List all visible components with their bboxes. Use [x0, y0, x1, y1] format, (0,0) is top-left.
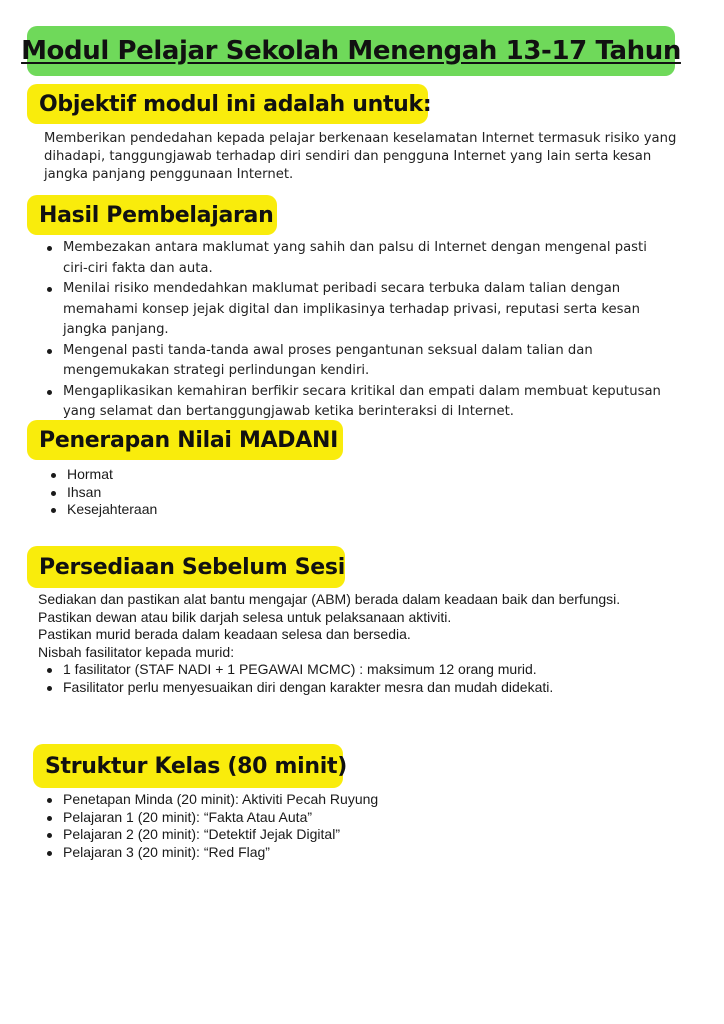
- page-title: Modul Pelajar Sekolah Menengah 13-17 Tahun: [21, 36, 681, 66]
- list-item: Pelajaran 3 (20 minit): “Red Flag”: [38, 844, 658, 862]
- preparation-block: [38, 591, 658, 696]
- list-item: Pelajaran 2 (20 minit): “Detektif Jejak Digital”: [38, 826, 658, 844]
- title-banner: [21, 26, 681, 76]
- learning-outcomes-heading-pill: [27, 195, 277, 235]
- list-item: Pelajaran 1 (20 minit): “Fakta Atau Auta”: [38, 809, 658, 827]
- objective-text: Memberikan pendedahan kepada pelajar berkenaan keselamatan Internet termasuk risiko yang dihadapi, tanggungjawab terhadap diri sendiri dan pengguna Internet yang lain serta kesan jangka panjang penggunaan Internet.: [44, 131, 677, 182]
- list-item: 1 fasilitator (STAF NADI + 1 PEGAWAI MCMC) : maksimum 12 orang murid.: [38, 661, 658, 679]
- madani-heading-pill: [27, 420, 343, 460]
- list-item: Penetapan Minda (20 minit): Aktiviti Pecah Ruyung: [38, 791, 658, 809]
- list-item: Kesejahteraan: [42, 501, 442, 519]
- learning-outcomes-list: [38, 238, 668, 423]
- preparation-heading: Persediaan Sebelum Sesi: [39, 554, 345, 580]
- madani-heading: Penerapan Nilai MADANI: [39, 427, 338, 453]
- list-item: Hormat: [42, 466, 442, 484]
- list-item: Membezakan antara maklumat yang sahih dan palsu di Internet dengan mengenal pasti ciri-ciri fakta dan auta.: [38, 238, 668, 279]
- learning-outcomes-heading: Hasil Pembelajaran: [39, 202, 274, 228]
- structure-list: [38, 791, 658, 861]
- list-item: Ihsan: [42, 484, 442, 502]
- list-item: Mengaplikasikan kemahiran berfikir secara kritikal dan empati dalam membuat keputusan yang selamat dan bertanggungjawab ketika berinteraksi di Internet.: [38, 382, 668, 423]
- structure-heading-pill: [33, 744, 347, 788]
- list-item: Fasilitator perlu menyesuaikan diri dengan karakter mesra dan mudah didekati.: [38, 679, 658, 697]
- preparation-line: Nisbah fasilitator kepada murid:: [38, 643, 235, 660]
- objective-heading: Objektif modul ini adalah untuk:: [39, 91, 432, 117]
- preparation-line: Pastikan murid berada dalam keadaan selesa dan bersedia.: [38, 626, 411, 642]
- structure-heading: Struktur Kelas (80 minit): [45, 753, 347, 779]
- list-item: Menilai risiko mendedahkan maklumat peribadi secara terbuka dalam talian dengan memahami konsep jejak digital dan implikasinya terhadap privasi, reputasi serta kesan jangka panjang.: [38, 279, 668, 341]
- objective-heading-pill: [27, 84, 432, 124]
- preparation-heading-pill: [27, 546, 345, 588]
- madani-values-list: [42, 466, 442, 519]
- preparation-list: [38, 661, 658, 696]
- list-item: Mengenal pasti tanda-tanda awal proses pengantunan seksual dalam talian dan mengemukakan strategi perlindungan kendiri.: [38, 341, 668, 382]
- preparation-line: Sediakan dan pastikan alat bantu mengajar (ABM) berada dalam keadaan baik dan berfungsi.: [38, 591, 621, 607]
- preparation-line: Pastikan dewan atau bilik darjah selesa untuk pelaksanaan aktiviti.: [38, 608, 452, 625]
